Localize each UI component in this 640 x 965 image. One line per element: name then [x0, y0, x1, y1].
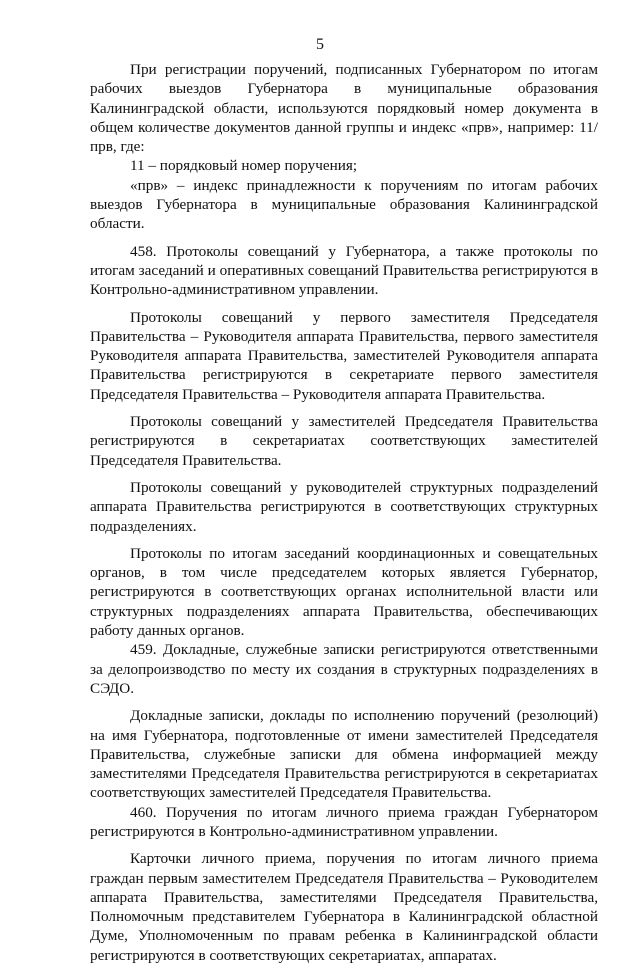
paragraph-first-deputy-protocols: Протоколы совещаний у первого заместителя Председателя Правительства – Руководителя аппарата Правительства, первого заместителя Руководителя аппарата Правительства, заместителей Руководителя аппарата Правительства регистрируются в секретариате первого заместителя Председателя Правительства – Руководителя аппарата Правительства. [90, 308, 598, 403]
paragraph-index-number: 11 – порядковый номер поручения; [130, 157, 358, 175]
paragraph-deputy-protocols: Протоколы совещаний у заместителей Председателя Правительства регистрируются в секретариатах соответствующих заместителей Председателя Правительства. [90, 413, 598, 469]
paragraph-459: 459. Докладные, служебные записки регистрируются ответственными за делопроизводство по месту их создания в структурных подразделениях в СЭДО. [90, 641, 598, 697]
paragraph-registration-index: При регистрации поручений, подписанных Губернатором по итогам рабочих выездов Губернатора в муниципальные образования Калининградской области, используются порядковый номер документа в общем количестве документов данной группы и индекс «прв», например: 11/прв, где: [90, 61, 598, 156]
paragraph-memo-registration: Докладные записки, доклады по исполнению поручений (резолюций) на имя Губернатора, подготовленные от имени заместителей Председателя Правительства, служебные записки для обмена информацией между заместителями Председателя Правительства регистрируются в секретариатах соответствующих заместителей Председателя Правительства. [90, 707, 598, 802]
page-number: 5 [316, 36, 324, 53]
paragraph-458: 458. Протоколы совещаний у Губернатора, а также протоколы по итогам заседаний и оперативных совещаний Правительства регистрируются в Контрольно-административном управлении. [90, 242, 598, 299]
paragraph-460: 460. Поручения по итогам личного приема граждан Губернатором регистрируются в Контрольно-административном управлении. [90, 803, 598, 840]
paragraph-index-prv: «прв» – индекс принадлежности к поручениям по итогам рабочих выездов Губернатора в муниципальные образования Калининградской области. [90, 176, 598, 233]
document-body [90, 60, 598, 965]
paragraph-reception-cards: Карточки личного приема, поручения по итогам личного приема граждан первым заместителем Председателя Правительства – Руководителем аппарата Правительства, заместителями Председателя Правительства, Полномочным представителем Губернатора в Калининградской областной Думе, Уполномоченным по правам ребенка в Калининградской области регистрируются в соответствующих секретариатах, аппаратах. [90, 850, 598, 964]
paragraph-structural-protocols: Протоколы совещаний у руководителей структурных подразделений аппарата Правительства регистрируются в соответствующих структурных подразделениях. [90, 478, 598, 535]
paragraph-coordination-protocols: Протоколы по итогам заседаний координационных и совещательных органов, в том числе председателем которых является Губернатор, регистрируются в соответствующих органах исполнительной власти или структурных подразделениях аппарата Правительства, обеспечивающих работу данных органов. [90, 544, 598, 640]
